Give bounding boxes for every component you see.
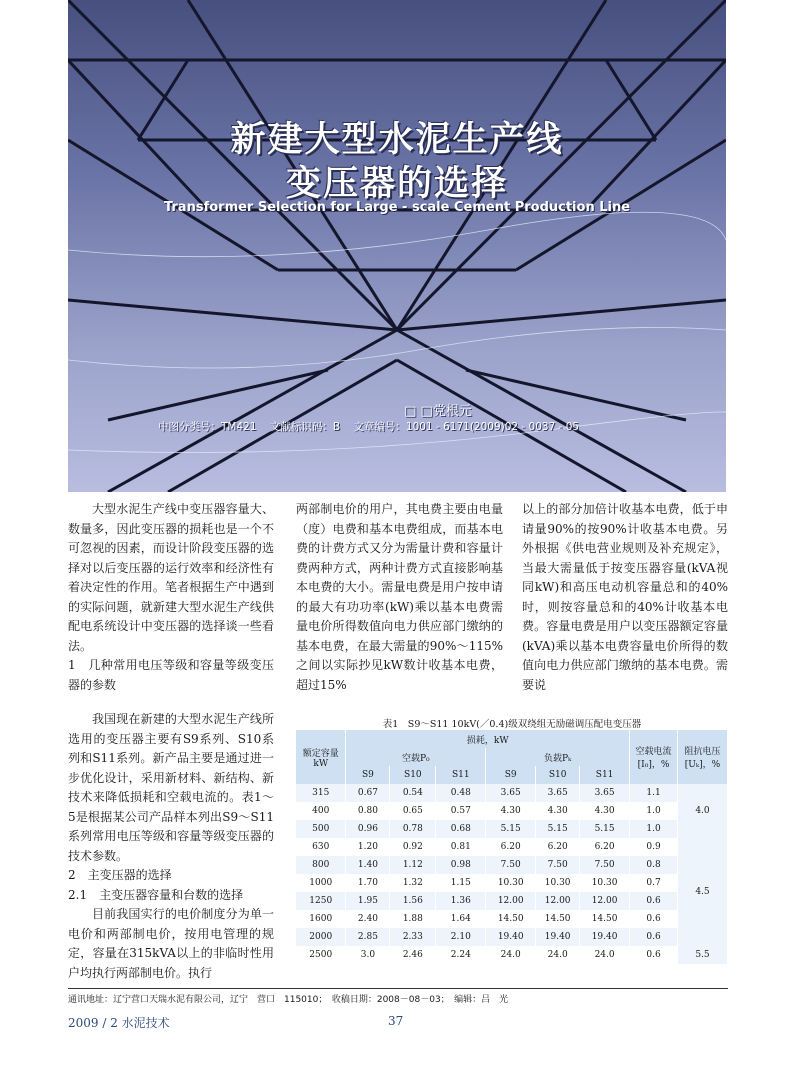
column-3 [522,500,728,695]
header-noload-loss: 空载P₀ [346,748,486,766]
table-cell: 1.12 [390,856,436,874]
table-cell: 1.36 [436,892,486,910]
table-cell: 6.20 [580,838,630,856]
table-cell: 1.1 [630,784,678,802]
header-impedance: 阻抗电压 [Uₖ]，% [678,730,728,784]
table-cell: 0.7 [630,874,678,892]
table-cell: 315 [296,784,346,802]
table-cell: 1.95 [346,892,390,910]
hero-banner [68,0,726,492]
column-3-text: 以上的部分加倍计收基本电费，低于申请量90%的按90%计收基本电费。另外根据《供电营业规则及补充规定》，当最大需量低于按变压器容量(kVA视同kW)和高压电动机容量总和的40%时，则按容量总和的40%计收基本电费。容量电费是用户以变压器额定容量(kVA)乘以基本电费容量电价所得的数值向电力供应部门缴纳的基本电费。需要说 [522,502,728,692]
table-cell: 800 [296,856,346,874]
section-heading-1: 1 几种常用电压等级和容量等级变压器的参数 [68,658,274,692]
table-cell: 10.30 [536,874,580,892]
table-cell: 0.8 [630,856,678,874]
table-cell: 6.20 [536,838,580,856]
table-cell: 7.50 [536,856,580,874]
table-cell: 10.30 [486,874,536,892]
table-cell: 1.56 [390,892,436,910]
header-series: S11 [580,766,630,784]
table-cell: 14.50 [486,910,536,928]
classification-line [158,419,718,434]
table-cell: 19.40 [486,928,536,946]
author: □ □党根元 [404,404,472,419]
section-2-1-paragraph: 目前我国实行的电价制度分为单一电价和两部制电价，按用电管理的规定，容量在315kVA以上的非临时性用户均执行两部制电价。执行 [68,907,274,980]
table-cell: 14.50 [580,910,630,928]
header-load-loss: 负载Pₖ [486,748,630,766]
table-cell: 630 [296,838,346,856]
table-cell: 12.00 [536,892,580,910]
table-cell: 0.6 [630,892,678,910]
table-cell: 0.9 [630,838,678,856]
table-cell: 19.40 [580,928,630,946]
table-cell: 2.40 [346,910,390,928]
table-cell: 1.0 [630,820,678,838]
table-cell: 2.24 [436,946,486,964]
table-body [296,784,728,964]
table-cell: 3.0 [346,946,390,964]
table-row [296,784,728,802]
header-noload-current: 空载电流 [I₀]，% [630,730,678,784]
article-subtitle: Transformer Selection for Large - scale Cement Production Line [163,200,631,215]
table-cell: 0.92 [390,838,436,856]
table-cell: 4.30 [486,802,536,820]
table-cell: 10.30 [580,874,630,892]
table-cell: 0.57 [436,802,486,820]
table-cell: 1.15 [436,874,486,892]
document-code: 文献标识码：B [269,421,341,433]
class-number: 中图分类号：TM421 [158,421,257,433]
table-cell: 0.6 [630,928,678,946]
table-cell: 7.50 [486,856,536,874]
table-cell: 1.20 [346,838,390,856]
table-cell: 24.0 [486,946,536,964]
header-capacity: 额定容量 kW [296,730,346,784]
table-cell: 1.0 [630,802,678,820]
table-cell: 1.32 [390,874,436,892]
table-cell: 2500 [296,946,346,964]
table-cell: 6.20 [486,838,536,856]
table-cell: 0.98 [436,856,486,874]
table-row [296,820,728,838]
header-series: S10 [536,766,580,784]
table-cell: 1600 [296,910,346,928]
table-row [296,856,728,874]
table-cell: 19.40 [536,928,580,946]
table-cell: 2.85 [346,928,390,946]
column-1-top [68,500,274,695]
table-cell: 2.46 [390,946,436,964]
column-1-bottom [68,710,274,983]
table-row [296,910,728,928]
table-cell: 0.96 [346,820,390,838]
journal-issue: 2009 / 2 水泥技术 [68,1016,170,1030]
header-series: S9 [346,766,390,784]
transformer-spec-table [296,730,728,964]
table-cell: 5.15 [536,820,580,838]
table-cell: 1.40 [346,856,390,874]
table-cell: 2.10 [436,928,486,946]
section-heading-2: 2 主变压器的选择 [68,868,172,882]
table-cell: 24.0 [536,946,580,964]
table-cell: 0.6 [630,946,678,964]
column-2 [296,500,503,695]
table-cell: 3.65 [580,784,630,802]
header-loss: 损耗，kW [346,730,630,748]
table-cell: 0.48 [436,784,486,802]
table-row [296,946,728,964]
table-cell: 0.6 [630,910,678,928]
footer-divider [68,988,728,989]
table-cell: 1.64 [436,910,486,928]
impedance-cell: 4.0 [678,784,728,838]
table-cell: 5.15 [486,820,536,838]
table-cell: 4.30 [580,802,630,820]
table-row [296,802,728,820]
table-cell: 0.68 [436,820,486,838]
footer-note: 通讯地址：辽宁营口天瑞水泥有限公司，辽宁 营口 115010； 收稿日期：2008－08－03； 编辑：吕 光 [68,995,509,1005]
table-cell: 12.00 [580,892,630,910]
table-cell: 0.65 [390,802,436,820]
table-row [296,838,728,856]
article-number: 文章编号：1001 - 6171(2009)02 - 0037 - 05 [353,421,580,433]
header-series: S9 [486,766,536,784]
table-cell: 500 [296,820,346,838]
table-cell: 1.88 [390,910,436,928]
table-cell: 7.50 [580,856,630,874]
table-cell: 3.65 [486,784,536,802]
article-title-line1: 新建大型水泥生产线 [230,120,564,160]
table-cell: 4.30 [536,802,580,820]
article-title-line2: 变压器的选择 [285,164,508,204]
intro-paragraph: 大型水泥生产线中变压器容量大、数量多，因此变压器的损耗也是一个不可忽视的因素，而设计阶段变压器的选择对以后变压器的运行效率和经济性有着决定性的作用。笔者根据生产中遇到的实际问题，就新建大型水泥生产线供配电系统设计中变压器的选择谈一些看法。 [68,502,274,653]
table-row [296,892,728,910]
header-series: S11 [436,766,486,784]
table-cell: 0.78 [390,820,436,838]
column-2-text: 两部制电价的用户，其电费主要由电量（度）电费和基本电费组成，而基本电费的计费方式又分为需量计费和容量计费两种方式，两种计费方式直接影响基本电费的大小。需量电费是用户按申请的最大有功功率(kW)乘以基本电费需量电价所得数值向电力供应部门缴纳的基本电费，在最大需量的90%～115%之间以实际抄见kW数计收基本电费，超过15% [296,502,503,692]
table-cell: 12.00 [486,892,536,910]
table-cell: 2.33 [390,928,436,946]
section-1-paragraph: 我国现在新建的大型水泥生产线所选用的变压器主要有S9系列、S10系列和S11系列。新产品主要是通过进一步优化设计，采用新材料、新结构、新技术来降低损耗和空载电流的。表1～5是根据某公司产品样本列出S9～S11系列常用电压等级和容量等级变压器的技术参数。 [68,712,274,863]
table-cell: 0.80 [346,802,390,820]
table-cell: 14.50 [536,910,580,928]
impedance-cell: 5.5 [678,946,728,964]
table-cell: 24.0 [580,946,630,964]
table-caption: 表1 S9～S11 10kV(／0.4)级双绕组无励磁调压配电变压器 [382,719,642,730]
header-series: S10 [390,766,436,784]
table-cell: 1000 [296,874,346,892]
section-heading-2-1: 2.1 主变压器容量和台数的选择 [68,887,244,902]
impedance-cell: 4.5 [678,838,728,946]
table-cell: 0.54 [390,784,436,802]
table-row [296,928,728,946]
table-cell: 0.81 [436,838,486,856]
page-number: 37 [388,1014,404,1028]
table-cell: 1250 [296,892,346,910]
table-cell: 2000 [296,928,346,946]
table-row [296,874,728,892]
table-cell: 0.67 [346,784,390,802]
table-cell: 1.70 [346,874,390,892]
table-cell: 5.15 [580,820,630,838]
table-cell: 400 [296,802,346,820]
table-cell: 3.65 [536,784,580,802]
